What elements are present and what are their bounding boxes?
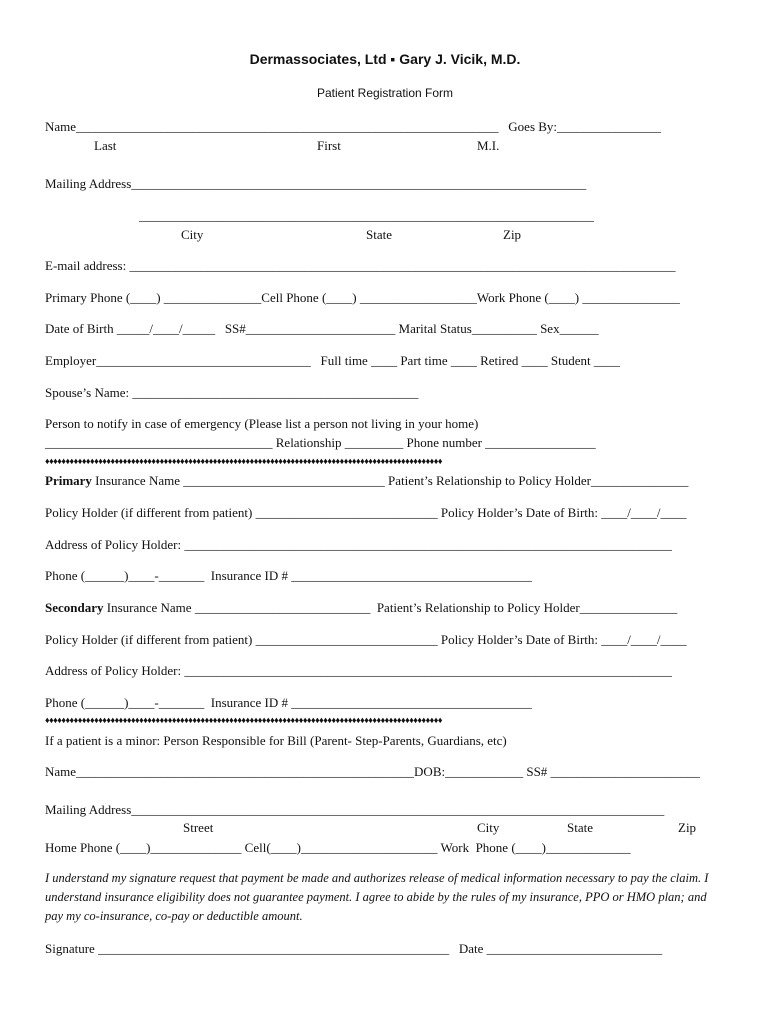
email-field[interactable]: E-mail address: ____________________________________________________________________________________ (45, 258, 676, 273)
section-divider-2: ♦♦♦♦♦♦♦♦♦♦♦♦♦♦♦♦♦♦♦♦♦♦♦♦♦♦♦♦♦♦♦♦♦♦♦♦♦♦♦♦♦♦♦♦♦♦♦♦♦♦♦♦♦♦♦♦♦♦♦♦♦♦♦♦♦♦♦♦♦♦♦♦♦♦♦♦♦♦♦♦♦♦♦♦♦♦♦♦♦♦♦♦♦♦♦♦♦ (45, 715, 442, 725)
employer-row[interactable]: Employer_________________________________ Full time ____ Part time ____ Retired ____ Student ____ (45, 353, 620, 368)
label-first: First (317, 138, 341, 153)
signature-row[interactable]: Signature ______________________________________________________ Date ___________________________ (45, 941, 663, 956)
policy-holder-row[interactable]: Policy Holder (if different from patient) ____________________________ Policy Holder’s Date of Birth: ____/____/____ (45, 505, 687, 520)
label-last: Last (94, 138, 117, 153)
label-mi: M.I. (477, 138, 500, 153)
dob-ssn-row[interactable]: Date of Birth _____/____/_____ SS#_______________________ Marital Status__________ Sex______ (45, 321, 599, 336)
authorization-statement: I understand my signature request that payment be made and authorizes release of medical information necessary to pay the claim. I understand insurance eligibility does not guarantee payment. I agree to abide by the rules of my insurance, PPO or HMO plan; and pay my co-insurance, co-pay or deductible amount. (45, 871, 709, 923)
label-city-2: City (477, 820, 500, 835)
policy-holder-address[interactable]: Address of Policy Holder: ___________________________________________________________________________ (45, 537, 672, 552)
spouse-name-field[interactable]: Spouse’s Name: ____________________________________________ (45, 385, 419, 400)
name-field[interactable]: Name_________________________________________________________________ Goes By:________________ (45, 119, 662, 134)
form-subtitle: Patient Registration Form (316, 86, 454, 100)
label-state: State (366, 227, 392, 242)
section-divider: ♦♦♦♦♦♦♦♦♦♦♦♦♦♦♦♦♦♦♦♦♦♦♦♦♦♦♦♦♦♦♦♦♦♦♦♦♦♦♦♦♦♦♦♦♦♦♦♦♦♦♦♦♦♦♦♦♦♦♦♦♦♦♦♦♦♦♦♦♦♦♦♦♦♦♦♦♦♦♦♦♦♦♦♦♦♦♦♦♦♦♦♦♦♦♦♦♦ (45, 456, 442, 466)
policy-phone-id-row[interactable]: Phone (______)____-_______ Insurance ID # _____________________________________ (45, 568, 532, 583)
phones-row[interactable]: Primary Phone (____) _______________Cell Phone (____) __________________Work Phone (____) _______________ (45, 290, 680, 305)
page-title: Dermassociates, Ltd ▪ Gary J. Vicik, M.D. (249, 51, 521, 67)
policy-phone-id-row-2[interactable]: Phone (______)____-_______ Insurance ID # _____________________________________ (45, 695, 532, 710)
primary-insurance-text: Insurance Name _______________________________ Patient’s Relationship to Policy Holder_______________ (91, 473, 689, 488)
emergency-contact-row[interactable]: ___________________________________ Relationship _________ Phone number _________________ (45, 435, 596, 450)
label-street: Street (183, 820, 214, 835)
mailing-address-field[interactable]: Mailing Address______________________________________________________________________ (45, 176, 587, 191)
primary-label: Primary (45, 473, 92, 488)
label-state-2: State (567, 820, 593, 835)
policy-holder-address-2[interactable]: Address of Policy Holder: ___________________________________________________________________________ (45, 663, 672, 678)
label-city: City (181, 227, 204, 242)
minor-heading: If a patient is a minor: Person Responsible for Bill (Parent- Step-Parents, Guardians, etc) (45, 733, 507, 748)
mailing-address-line2[interactable]: ______________________________________________________________________ (139, 208, 594, 223)
primary-insurance-row[interactable] (45, 473, 688, 489)
secondary-insurance-row[interactable] (45, 600, 677, 616)
label-zip: Zip (503, 227, 522, 242)
label-zip-2: Zip (678, 820, 697, 835)
minor-name-row[interactable]: Name____________________________________________________DOB:____________ SS# _______________________ (45, 764, 701, 779)
secondary-label: Secondary (45, 600, 104, 615)
emergency-contact-label: Person to notify in case of emergency (Please list a person not living in your home) (45, 416, 479, 431)
secondary-insurance-text: Insurance Name ___________________________ Patient’s Relationship to Policy Holder_______________ (103, 600, 678, 615)
minor-mailing-field[interactable]: Mailing Address__________________________________________________________________________________ (45, 802, 665, 817)
minor-phones-row[interactable]: Home Phone (____)______________ Cell(____)_____________________ Work Phone (____)_____________ (45, 840, 631, 855)
policy-holder-row-2[interactable]: Policy Holder (if different from patient) ____________________________ Policy Holder’s Date of Birth: ____/____/____ (45, 632, 687, 647)
